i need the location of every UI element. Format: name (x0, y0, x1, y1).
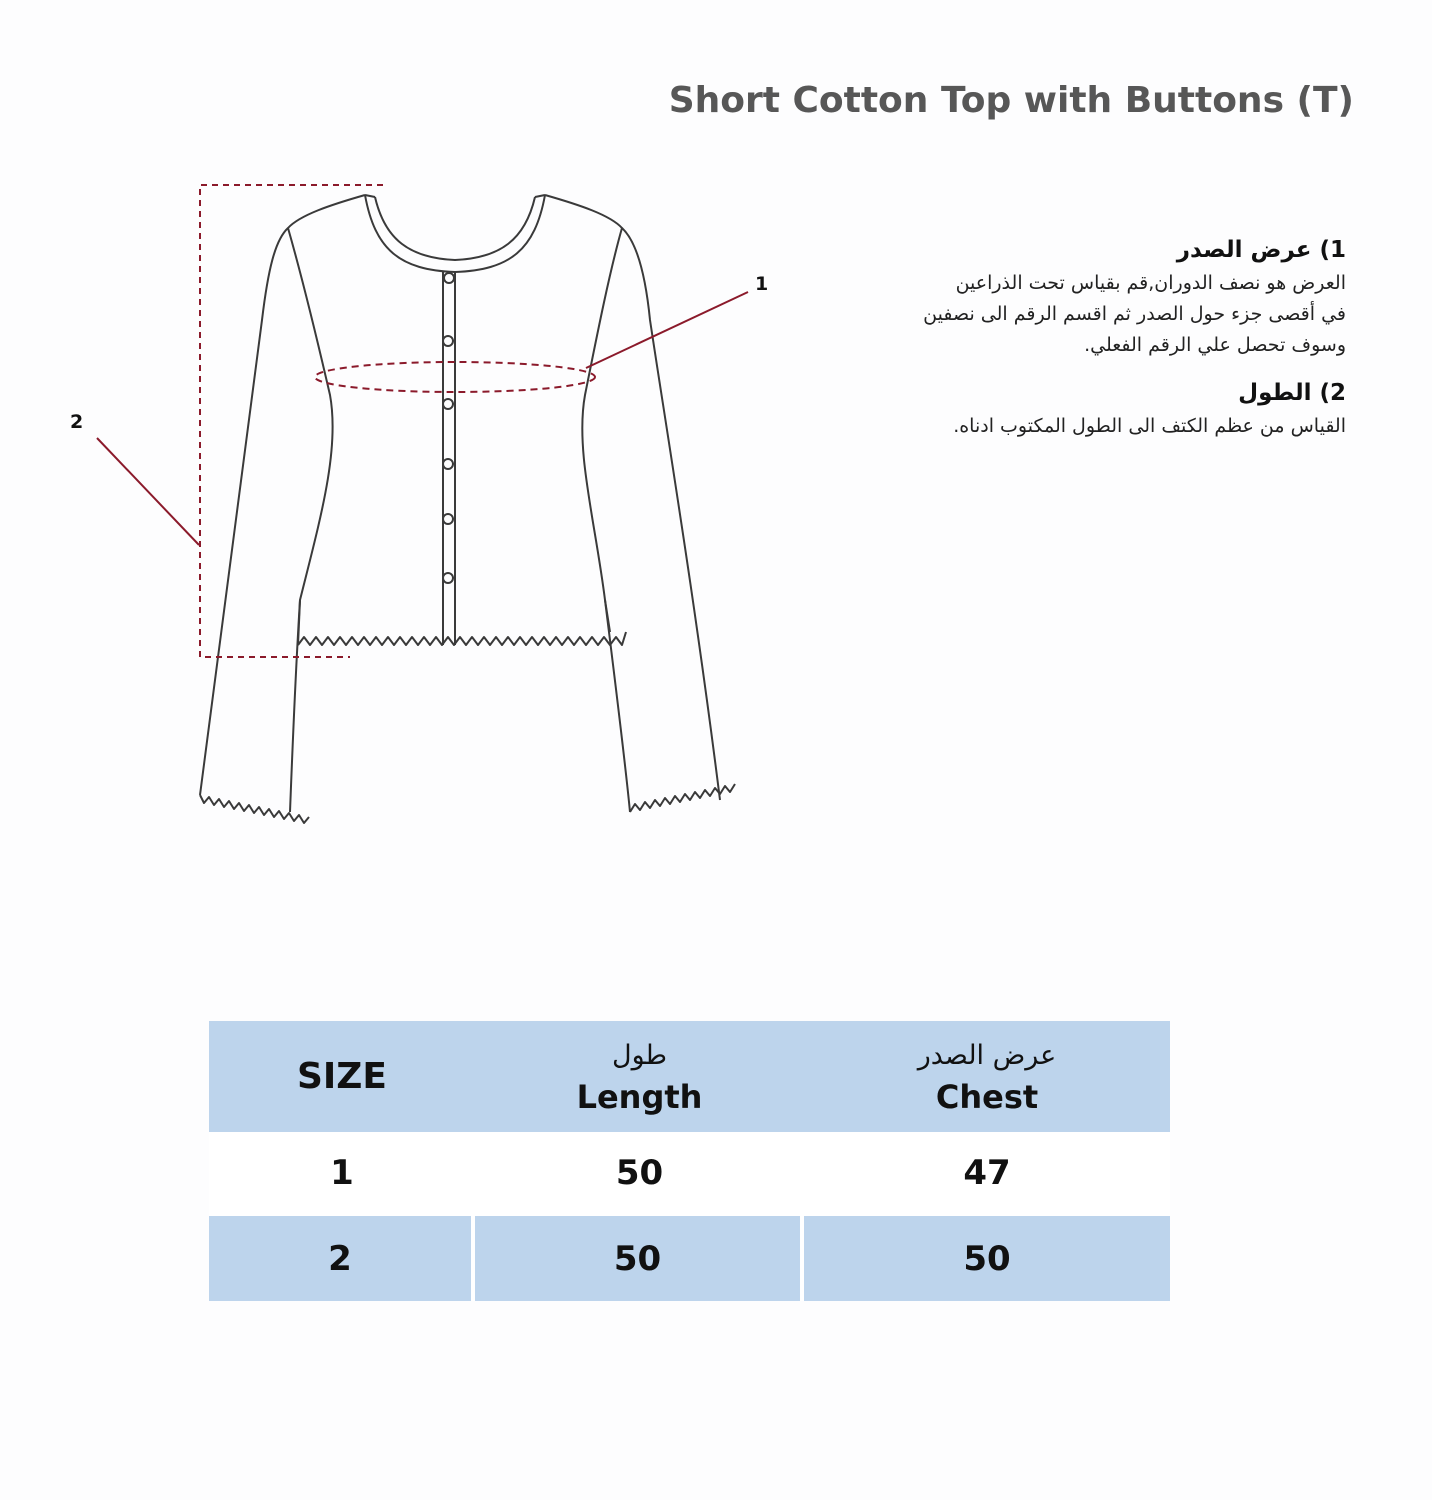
callout-1: 1 (755, 273, 769, 295)
header-chest-ar: عرض الصدر (917, 1039, 1057, 1071)
cell-length: 50 (475, 1213, 804, 1301)
header-length-en: Length (576, 1077, 703, 1116)
header-chest (804, 1021, 1170, 1132)
header-size (209, 1021, 475, 1132)
button-dots (443, 273, 454, 583)
product-title: Short Cotton Top with Buttons (T) (668, 80, 1354, 121)
chest-leader-line (586, 292, 748, 368)
length-leader-line (97, 438, 199, 545)
size-chart-table (209, 1021, 1170, 1301)
cell-chest: 47 (804, 1132, 1170, 1213)
cell-length: 50 (475, 1132, 804, 1213)
table-row (209, 1213, 1170, 1301)
table-row (209, 1132, 1170, 1213)
header-chest-en: Chest (935, 1077, 1039, 1116)
note-length-line: القياس من عظم الكتف الى الطول المكتوب ادناه. (953, 415, 1346, 437)
note-length-heading: 2) الطول (1238, 380, 1346, 406)
cell-size: 2 (209, 1213, 475, 1301)
cell-size: 1 (209, 1132, 475, 1213)
header-size-label: SIZE (296, 1056, 388, 1097)
measurement-notes (826, 232, 1346, 456)
callout-2: 2 (70, 411, 84, 433)
header-length (475, 1021, 804, 1132)
note-chest-heading: 1) عرض الصدر (1176, 237, 1346, 263)
note-length (826, 375, 1346, 442)
cell-chest: 50 (804, 1213, 1170, 1301)
note-chest-line: في أقصى جزء حول الصدر ثم اقسم الرقم الى نصفين (923, 303, 1346, 325)
note-chest-line: العرض هو نصف الدوران,قم بقياس تحت الذراعين (955, 272, 1346, 294)
header-length-ar: طول (611, 1039, 668, 1071)
note-chest-line: وسوف تحصل علي الرقم الفعلي. (1084, 334, 1346, 356)
table-header-row (209, 1021, 1170, 1132)
note-chest (826, 232, 1346, 361)
